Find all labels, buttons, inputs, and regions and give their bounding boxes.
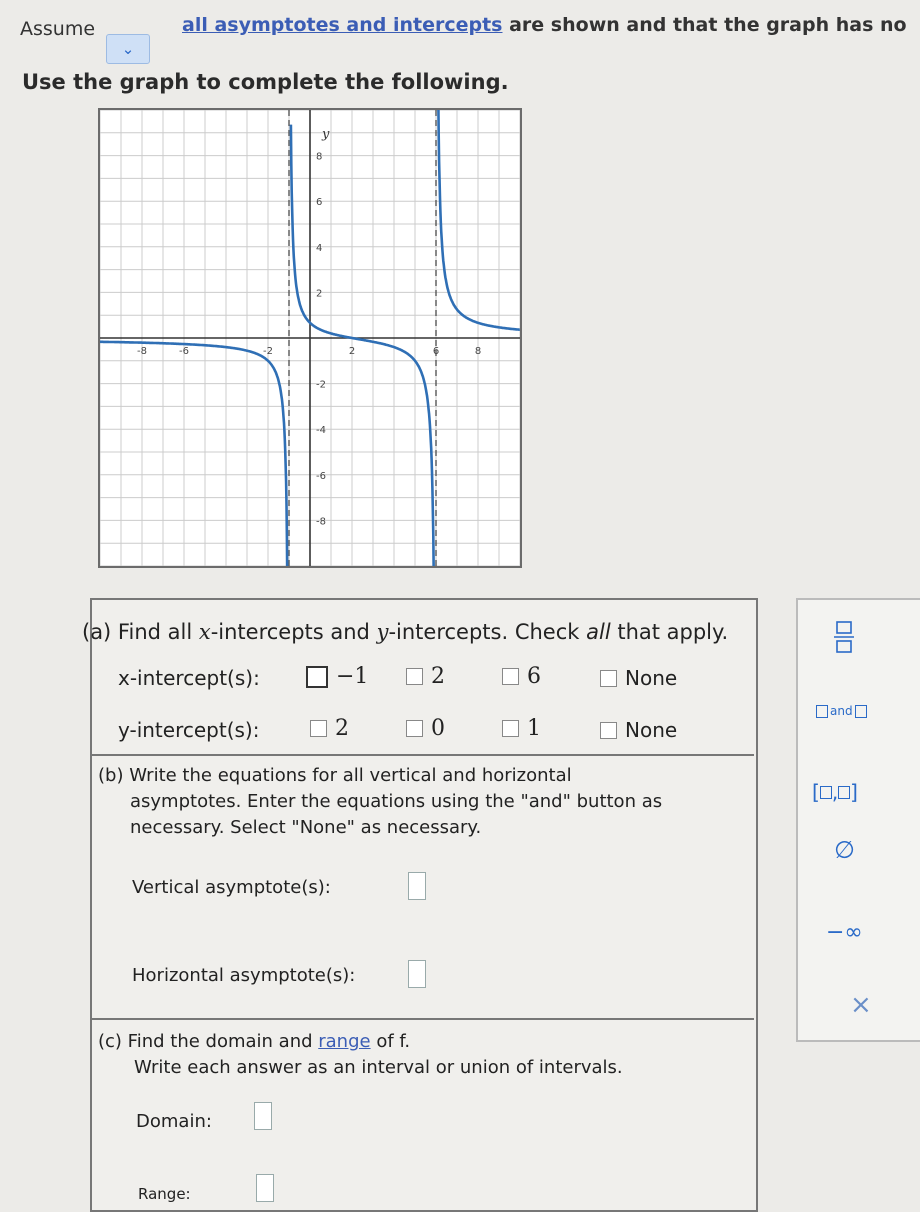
range-input[interactable] xyxy=(256,1174,274,1202)
part-a-prompt: (a) Find all x-intercepts and y-intercepts. Check all that apply. xyxy=(82,620,729,644)
vertical-asymptote-label: Vertical asymptote(s): xyxy=(132,877,331,898)
function-curve xyxy=(100,342,287,566)
y-tick-label: -4 xyxy=(316,425,326,437)
fraction-button[interactable] xyxy=(832,620,856,659)
interval-icon: [ , ] xyxy=(812,780,858,804)
part-separator xyxy=(90,1018,754,1020)
domain-label: Domain: xyxy=(136,1111,212,1132)
clear-button[interactable]: × xyxy=(850,990,872,1020)
asymptotes-intercepts-link[interactable]: all asymptotes and intercepts xyxy=(182,14,503,36)
y-intercept-option-none[interactable]: None xyxy=(600,718,677,742)
x-tick-label: 6 xyxy=(432,346,440,357)
range-link[interactable]: range xyxy=(318,1031,371,1052)
x-intercept-option-2[interactable]: 2 xyxy=(406,664,445,689)
x-tick-label: -2 xyxy=(263,346,273,357)
negative-infinity-button[interactable]: −∞ xyxy=(826,920,863,945)
and-button[interactable]: and xyxy=(816,704,867,718)
checkbox[interactable] xyxy=(502,668,519,685)
checkbox[interactable] xyxy=(306,666,328,688)
checkbox[interactable] xyxy=(406,668,423,685)
chevron-down-icon: ⌄ xyxy=(121,40,135,58)
checkbox[interactable] xyxy=(502,720,519,737)
part-c-prompt: (c) Find the domain and range of f. xyxy=(98,1031,411,1052)
part-separator xyxy=(90,754,754,756)
horizontal-asymptote-label: Horizontal asymptote(s): xyxy=(132,965,356,986)
assume-text: Assume xyxy=(20,18,96,40)
y-tick-label: 4 xyxy=(316,242,323,254)
part-c-prompt-line2: Write each answer as an interval or union of intervals. xyxy=(134,1057,623,1078)
checkbox[interactable] xyxy=(600,722,617,739)
y-intercept-option-0[interactable]: 0 xyxy=(406,716,445,741)
part-b-prompt-line3: necessary. Select "None" as necessary. xyxy=(130,817,482,838)
assume-tail: are shown and that the graph has no xyxy=(502,14,907,36)
x-tick-label: -6 xyxy=(179,346,189,357)
x-intercept-label: x-intercept(s): xyxy=(118,666,260,690)
function-graph xyxy=(98,108,522,568)
function-curve xyxy=(438,110,520,330)
y-tick-label: -8 xyxy=(316,516,326,528)
part-b-prompt-line2: asymptotes. Enter the equations using the "and" button as xyxy=(130,791,663,812)
horizontal-asymptote-input[interactable] xyxy=(408,960,426,988)
y-tick-label: 6 xyxy=(316,197,323,209)
interval-button[interactable] xyxy=(812,780,858,804)
function-curve xyxy=(291,125,434,566)
x-intercept-option-none[interactable]: None xyxy=(600,666,677,690)
assume-statement xyxy=(182,14,907,36)
y-tick-label: -6 xyxy=(316,470,326,482)
checkbox[interactable] xyxy=(406,720,423,737)
instruction-text: Use the graph to complete the following. xyxy=(22,70,509,94)
fraction-icon xyxy=(832,620,856,654)
collapse-button[interactable] xyxy=(106,34,150,64)
part-b-prompt-line1: (b) Write the equations for all vertical and horizontal xyxy=(98,765,572,786)
x-intercept-option-6[interactable]: 6 xyxy=(502,664,541,689)
x-tick-label: -8 xyxy=(137,346,147,357)
checkbox[interactable] xyxy=(600,670,617,687)
y-axis-label: y xyxy=(322,127,330,142)
y-intercept-option-2[interactable]: 2 xyxy=(310,716,349,741)
range-label: Range: xyxy=(138,1185,191,1203)
y-intercept-option-1[interactable]: 1 xyxy=(502,716,541,741)
vertical-asymptote-input[interactable] xyxy=(408,872,426,900)
y-intercept-label: y-intercept(s): xyxy=(118,718,260,742)
y-tick-label: 8 xyxy=(316,151,323,163)
y-tick-label: 2 xyxy=(316,288,323,300)
graph-svg xyxy=(100,110,520,566)
y-tick-label: -2 xyxy=(316,379,326,391)
domain-input[interactable] xyxy=(254,1102,272,1130)
x-intercept-option-neg1[interactable]: −1 xyxy=(306,664,368,689)
x-tick-label: 8 xyxy=(474,346,482,357)
empty-set-button[interactable]: ∅ xyxy=(834,836,855,864)
checkbox[interactable] xyxy=(310,720,327,737)
math-tool-palette xyxy=(796,598,920,1042)
x-tick-label: 2 xyxy=(348,346,356,357)
